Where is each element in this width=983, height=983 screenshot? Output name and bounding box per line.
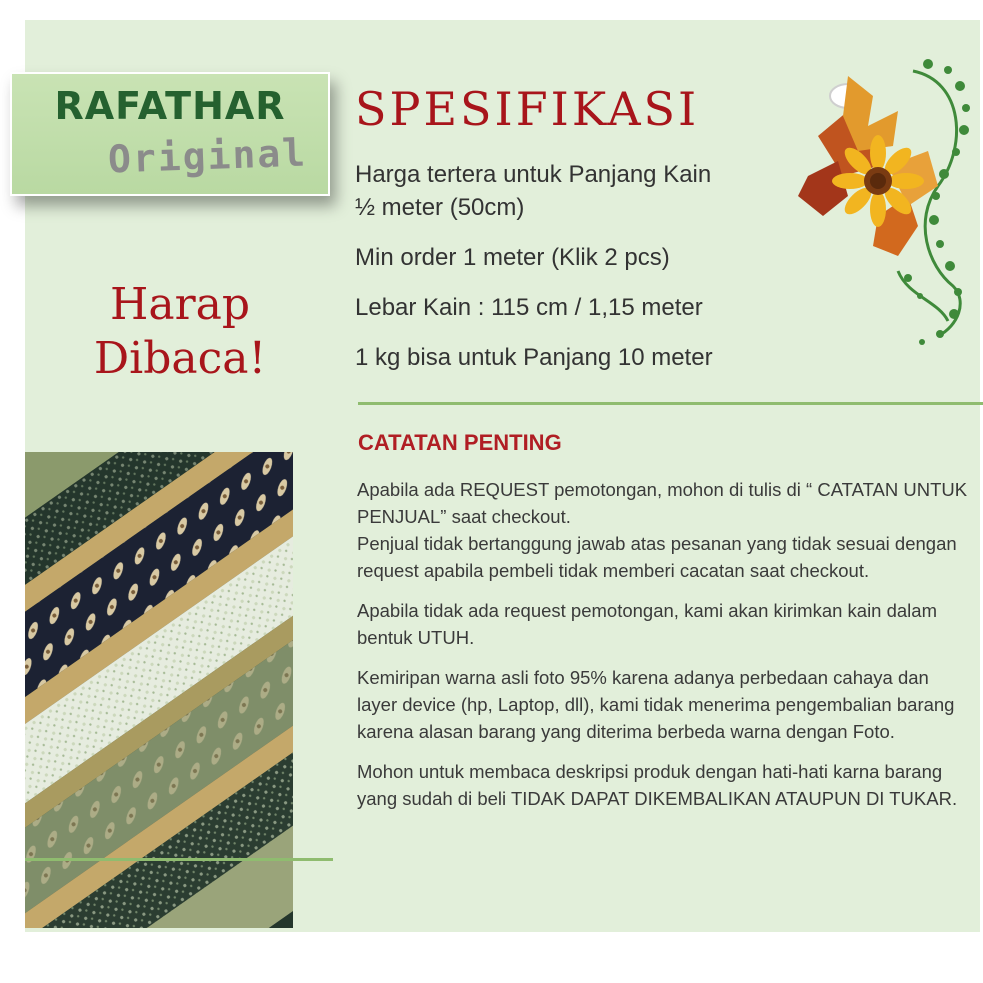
batik-pattern-icon (25, 452, 293, 928)
callout-text (60, 278, 300, 386)
spec-item-weight: 1 kg bisa untuk Panjang 10 meter (355, 344, 713, 371)
callout-line-1: Harap (109, 279, 251, 330)
note-paragraph-whole: Apabila tidak ada request pemotongan, kami akan kirimkan kain dalam bentuk UTUH. (357, 600, 937, 648)
brand-logo (10, 72, 330, 196)
brand-subtitle: Original (107, 130, 308, 182)
section-divider (358, 402, 983, 405)
note-paragraph-request: Apabila ada REQUEST pemotongan, mohon di tulis di “ CATATAN UNTUK PENJUAL” saat checkout. Penjual tidak bertanggung jawab atas pesanan yang tidak sesuai dengan request apabila pembeli tidak memberi cacatan saat checkout. (357, 479, 968, 581)
brand-name: RAFATHAR (54, 84, 286, 128)
spec-item-width: Lebar Kain : 115 cm / 1,15 meter (355, 294, 703, 321)
batik-fabric-image (25, 452, 293, 928)
notes-body (357, 476, 972, 825)
spec-item-min-order: Min order 1 meter (Klik 2 pcs) (355, 244, 670, 271)
callout-line-2: Dibaca! (93, 333, 267, 384)
spec-list (355, 158, 775, 391)
flower-ornament-icon (788, 56, 978, 356)
note-paragraph-color: Kemiripan warna asli foto 95% karena adanya perbedaan cahaya dan layer device (hp, Laptop, dll), kami tidak menerima pengembalian barang karena alasan barang yang diterima berbeda warna dengan Foto. (357, 667, 955, 742)
notes-title: CATATAN PENTING (358, 430, 562, 455)
spec-title: SPESIFIKASI (355, 82, 700, 136)
note-paragraph-no-return: Mohon untuk membaca deskripsi produk dengan hati-hati karna barang yang sudah di beli TIDAK DAPAT DIKEMBALIKAN ATAUPUN DI TUKAR. (357, 761, 958, 809)
image-divider (25, 858, 333, 861)
spec-item-price: Harga tertera untuk Panjang Kain ½ meter (50cm) (355, 161, 712, 221)
